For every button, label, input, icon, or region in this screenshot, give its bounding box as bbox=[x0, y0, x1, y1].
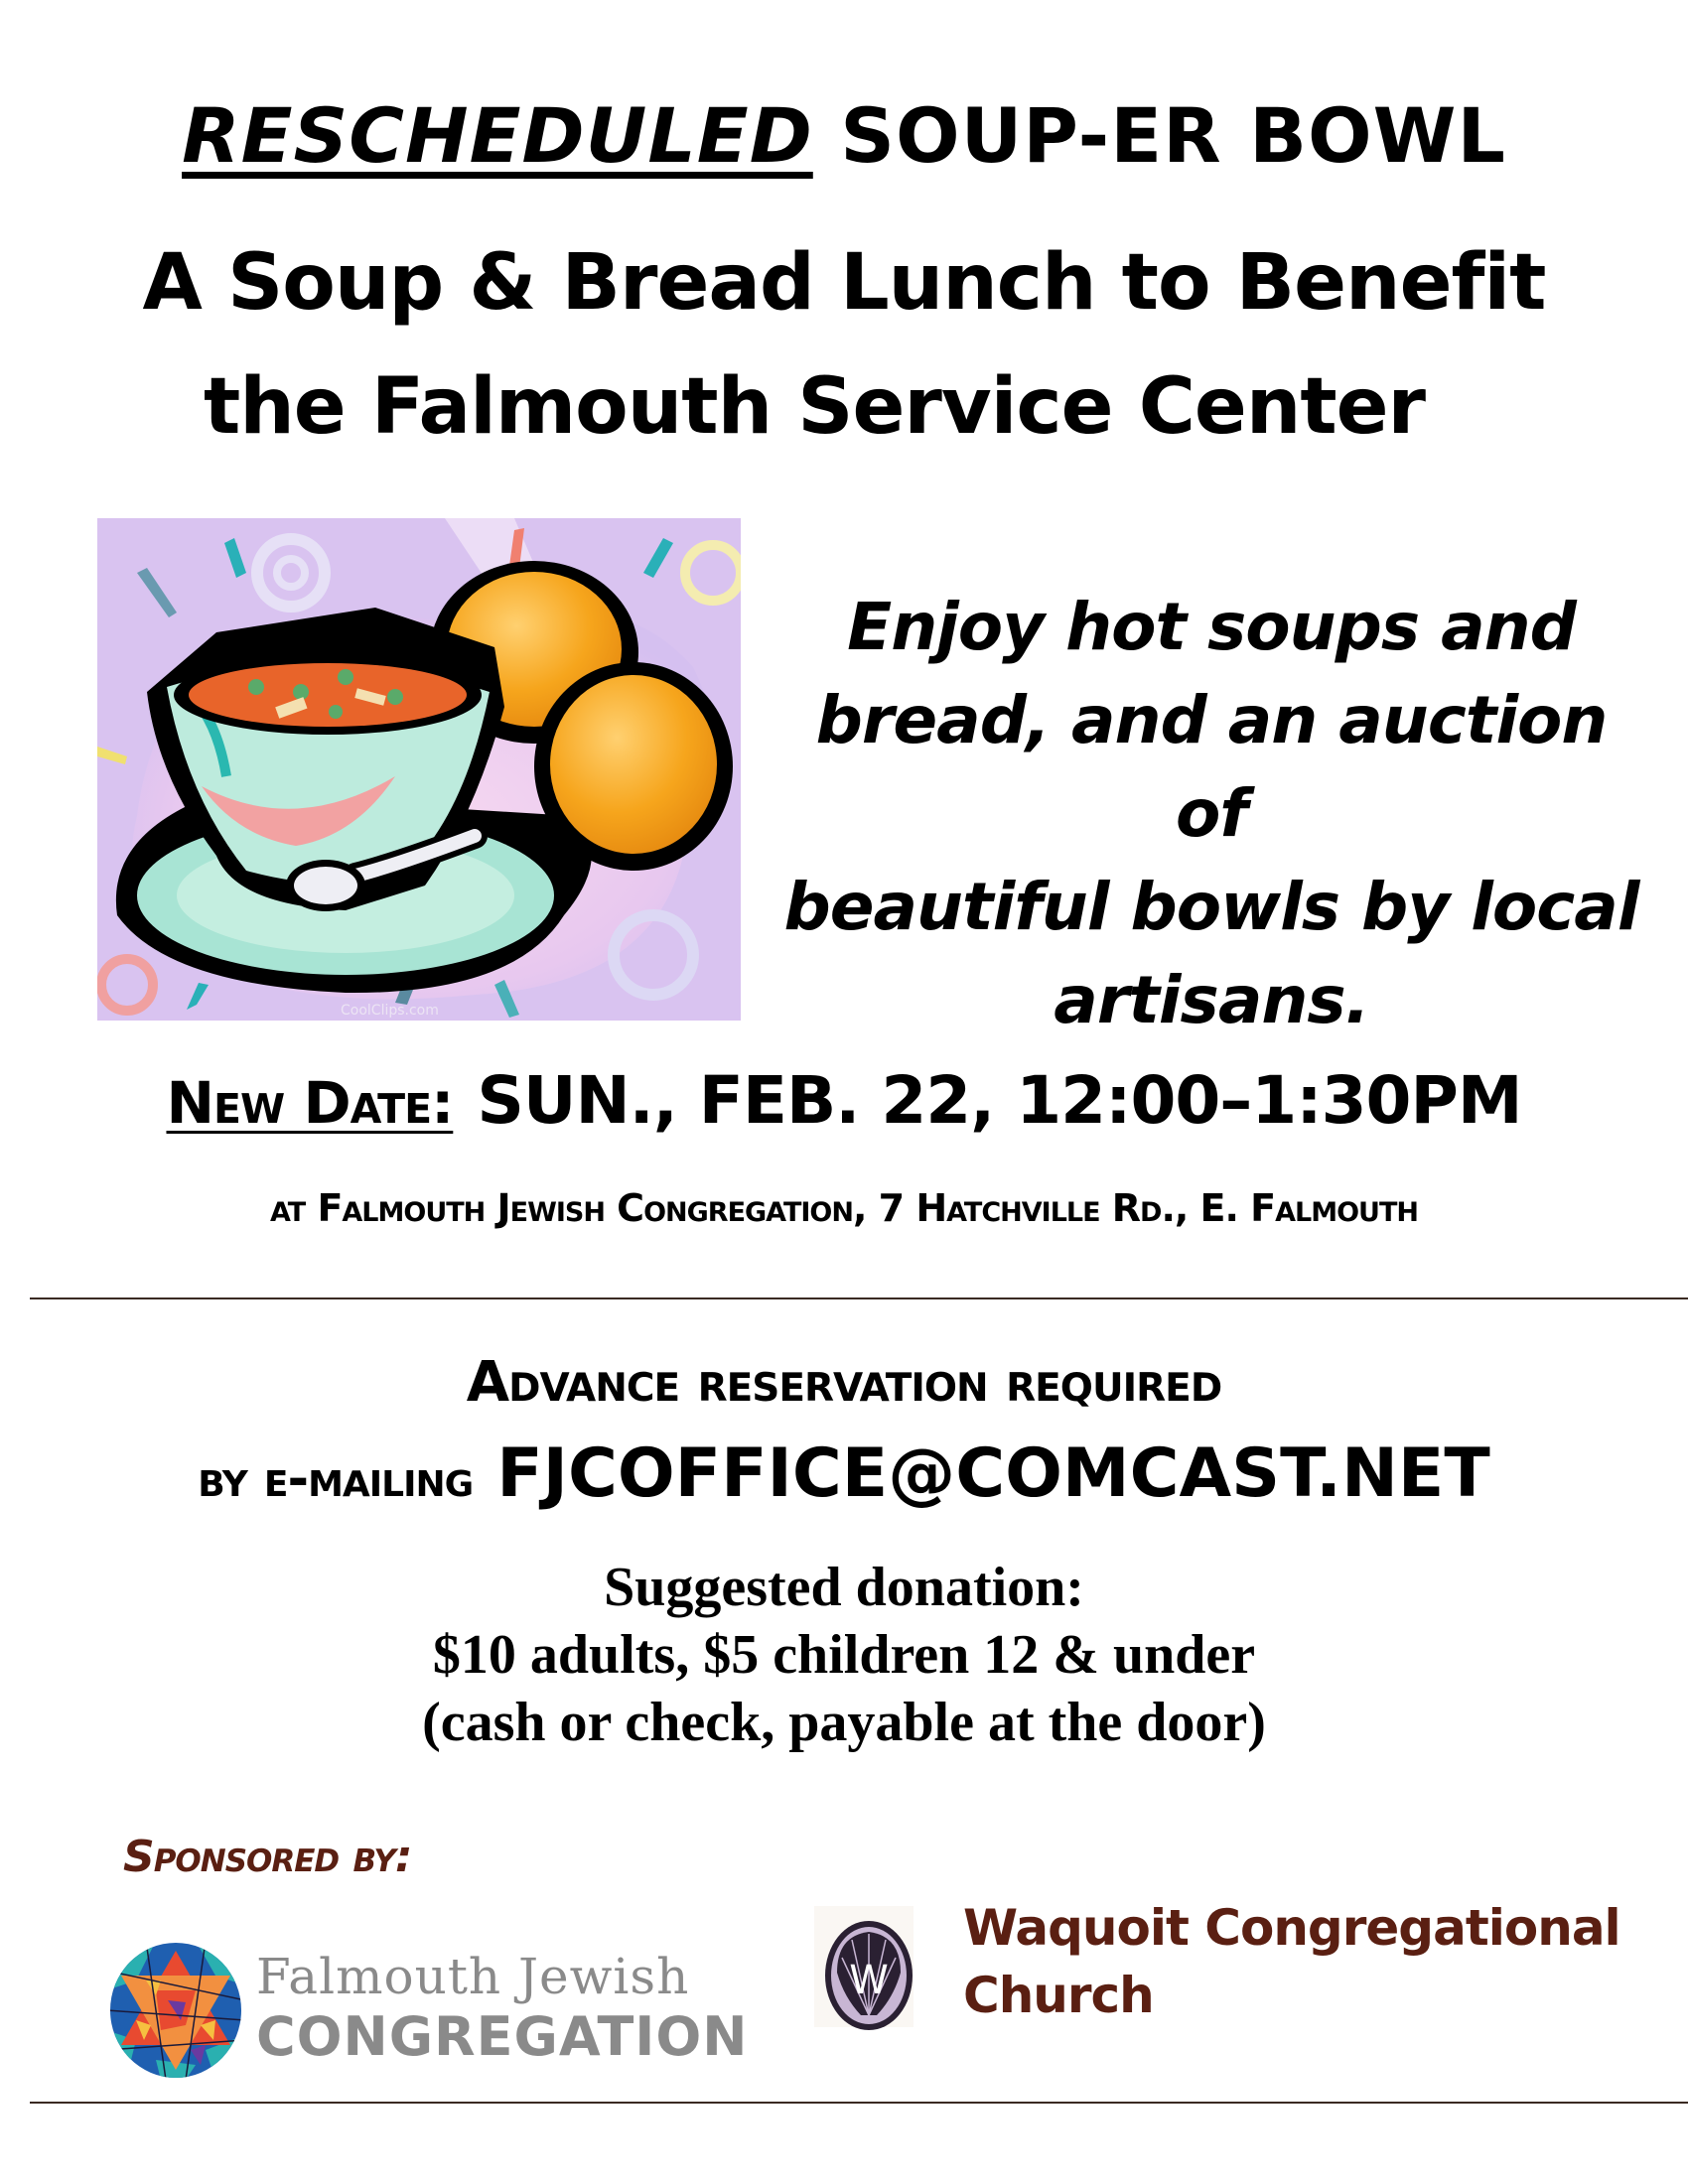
donation-prices: $10 adults, $5 children 12 & under bbox=[432, 1624, 1256, 1686]
description-line-3: beautiful bowls by local bbox=[783, 869, 1639, 945]
subtitle-line-2: the Falmouth Service Center bbox=[203, 362, 1426, 452]
stained-glass-star-of-david-icon bbox=[106, 1941, 245, 2080]
title-event-name: SOUP-ER BOWL bbox=[840, 91, 1506, 180]
donation-payment-note: (cash or check, payable at the door) bbox=[422, 1692, 1266, 1753]
description-line-4: artisans. bbox=[1054, 962, 1369, 1038]
description-line-1: Enjoy hot soups and bbox=[847, 589, 1576, 665]
scallop-shell-w-icon bbox=[822, 1918, 915, 2033]
clipart-watermark: CoolClips.com bbox=[341, 1003, 439, 1019]
fjc-name-line-1: Falmouth Jewish bbox=[256, 1948, 690, 2005]
soup-bread-clipart bbox=[97, 518, 741, 1021]
svg-text:W: W bbox=[849, 1958, 889, 2003]
event-date-line bbox=[0, 1062, 1688, 1139]
event-description bbox=[774, 581, 1648, 1047]
reservation-email-line bbox=[0, 1434, 1688, 1513]
reservation-required: Advance reservation required bbox=[466, 1350, 1222, 1415]
donation-heading: Suggested donation: bbox=[604, 1557, 1084, 1618]
description-line-2: bread, and an auction of bbox=[815, 682, 1608, 852]
event-address: at Falmouth Jewish Congregation, 7 Hatchville Rd., E. Falmouth bbox=[270, 1186, 1418, 1230]
event-date-value: SUN., FEB. 22, 12:00–1:30PM bbox=[477, 1062, 1522, 1139]
title-rescheduled: RESCHEDULED bbox=[182, 91, 813, 180]
wcc-name-line-2: Church bbox=[963, 1967, 1154, 2024]
soup-bowl-illustration-icon bbox=[97, 518, 741, 1021]
reservation-email-link[interactable]: FJCOFFICE@COMCAST.NET bbox=[496, 1434, 1490, 1513]
fjc-name-line-2: CONGREGATION bbox=[256, 2005, 749, 2068]
flyer-title bbox=[0, 91, 1688, 181]
bottom-divider bbox=[30, 2102, 1688, 2104]
sponsored-by-heading: Sponsored by: bbox=[123, 1832, 412, 1882]
section-divider bbox=[30, 1297, 1688, 1299]
emailing-label: by e-mailing bbox=[198, 1449, 474, 1509]
new-date-label: New Date: bbox=[166, 1069, 454, 1137]
suggested-donation bbox=[0, 1554, 1688, 1756]
subtitle-line-1: A Soup & Bread Lunch to Benefit bbox=[142, 238, 1546, 328]
wcc-name-line-1: Waquoit Congregational bbox=[963, 1899, 1620, 1957]
wcc-name bbox=[963, 1894, 1620, 2029]
